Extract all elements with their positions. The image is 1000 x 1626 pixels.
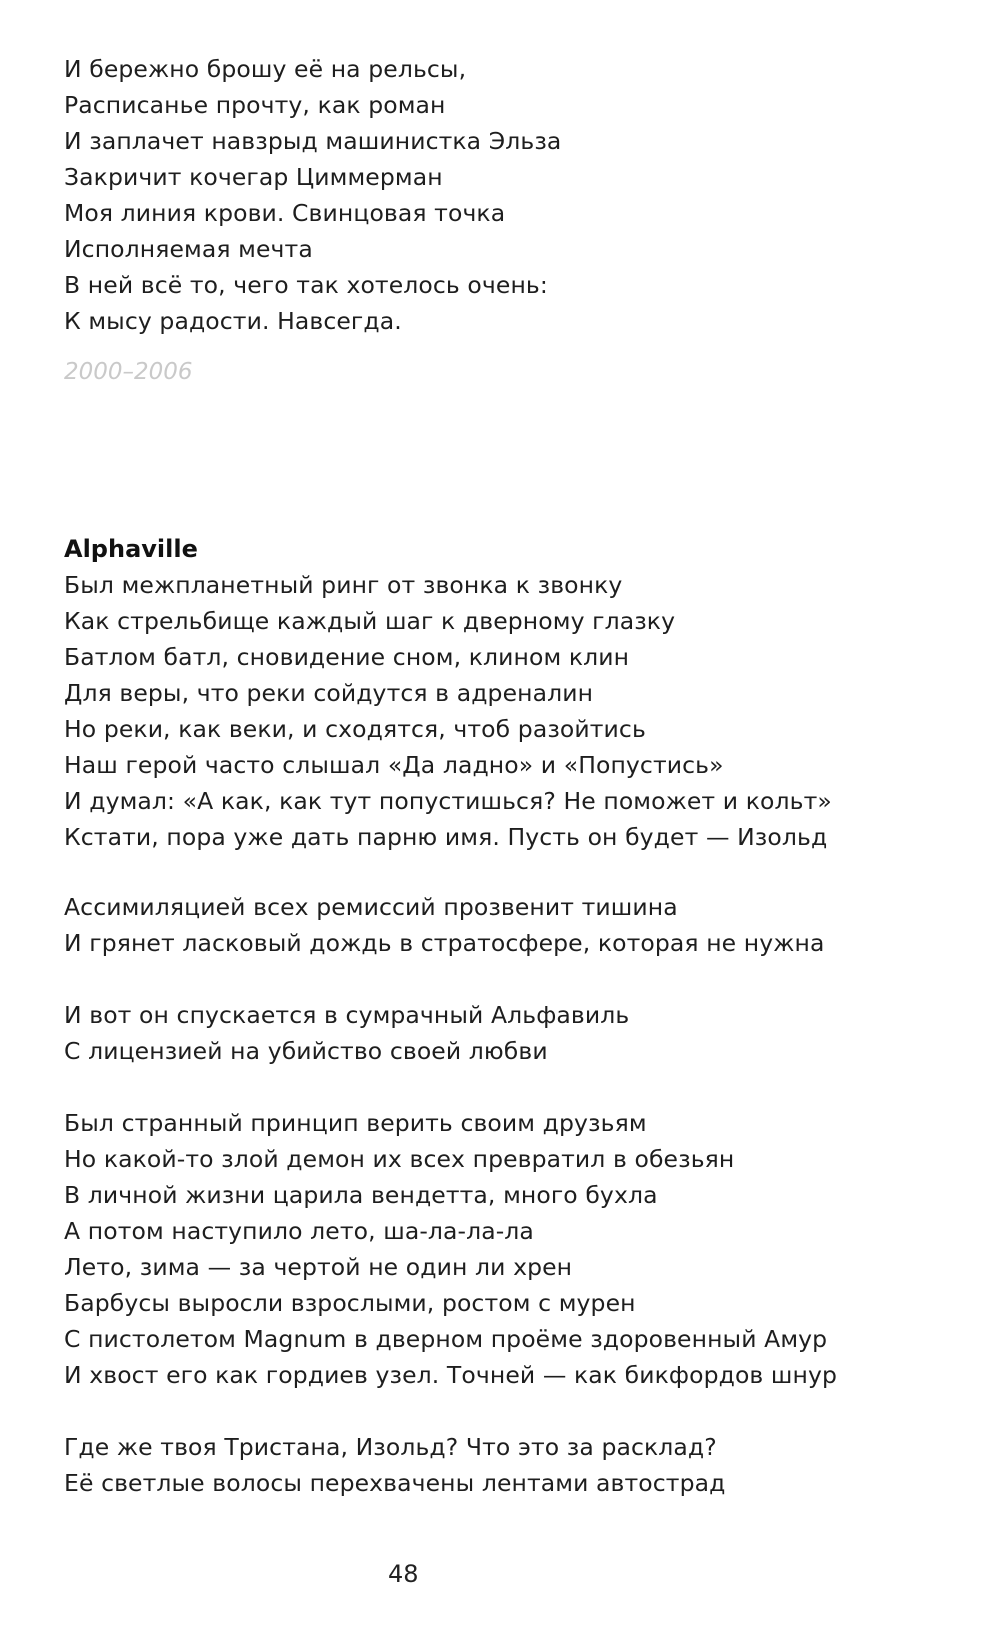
- text-line: Её светлые волосы перехвачены лентами автострад: [64, 1469, 726, 1497]
- text-line: И заплачет навзрыд машинистка Эльза: [64, 127, 562, 155]
- poem-title: Alphaville: [64, 535, 198, 563]
- text-line: И бережно брошу её на рельсы,: [64, 55, 467, 83]
- page-number: 48: [388, 1560, 419, 1588]
- text-line: Но реки, как веки, и сходятся, чтоб разойтись: [64, 715, 646, 743]
- text-line: Как стрельбище каждый шаг к дверному глазку: [64, 607, 676, 635]
- text-line: И хвост его как гордиев узел. Точней — как бикфордов шнур: [64, 1361, 838, 1389]
- text-line: К мысу радости. Навсегда.: [64, 307, 402, 335]
- text-line: Моя линия крови. Свинцовая точка: [64, 199, 506, 227]
- text-line: А потом наступило лето, ша-ла-ла-ла: [64, 1217, 534, 1245]
- text-line: Кстати, пора уже дать парню имя. Пусть он будет — Изольд: [64, 823, 828, 851]
- text-line: Но какой-то злой демон их всех превратил в обезьян: [64, 1145, 735, 1173]
- text-line: В личной жизни царила вендетта, много бухла: [64, 1181, 658, 1209]
- text-line: В ней всё то, чего так хотелось очень:: [64, 271, 548, 299]
- text-line: С пистолетом Magnum в дверном проёме здоровенный Амур: [64, 1325, 828, 1353]
- text-line: С лицензией на убийство своей любви: [64, 1037, 548, 1065]
- text-line: Был межпланетный ринг от звонка к звонку: [64, 571, 623, 599]
- text-line: Исполняемая мечта: [64, 235, 313, 263]
- text-line: И грянет ласковый дождь в стратосфере, которая не нужна: [64, 929, 825, 957]
- text-line: Где же твоя Тристана, Изольд? Что это за расклад?: [64, 1433, 717, 1461]
- poem-year: 2000–2006: [64, 359, 193, 385]
- text-line: Расписанье прочту, как роман: [64, 91, 446, 119]
- text-line: Барбусы выросли взрослыми, ростом с мурен: [64, 1289, 636, 1317]
- text-line: Лето, зима — за чертой не один ли хрен: [64, 1253, 573, 1281]
- text-line: И думал: «А как, как тут попустишься? Не поможет и кольт»: [64, 787, 832, 815]
- text-line: И вот он спускается в сумрачный Альфавиль: [64, 1001, 630, 1029]
- text-line: Для веры, что реки сойдутся в адреналин: [64, 679, 594, 707]
- text-line: Ассимиляцией всех ремиссий прозвенит тишина: [64, 893, 678, 921]
- text-line: Батлом батл, сновидение сном, клином клин: [64, 643, 630, 671]
- text-line: Был странный принцип верить своим друзьям: [64, 1109, 647, 1137]
- text-line: Наш герой часто слышал «Да ладно» и «Попустись»: [64, 751, 724, 779]
- text-line: Закричит кочегар Циммерман: [64, 163, 443, 191]
